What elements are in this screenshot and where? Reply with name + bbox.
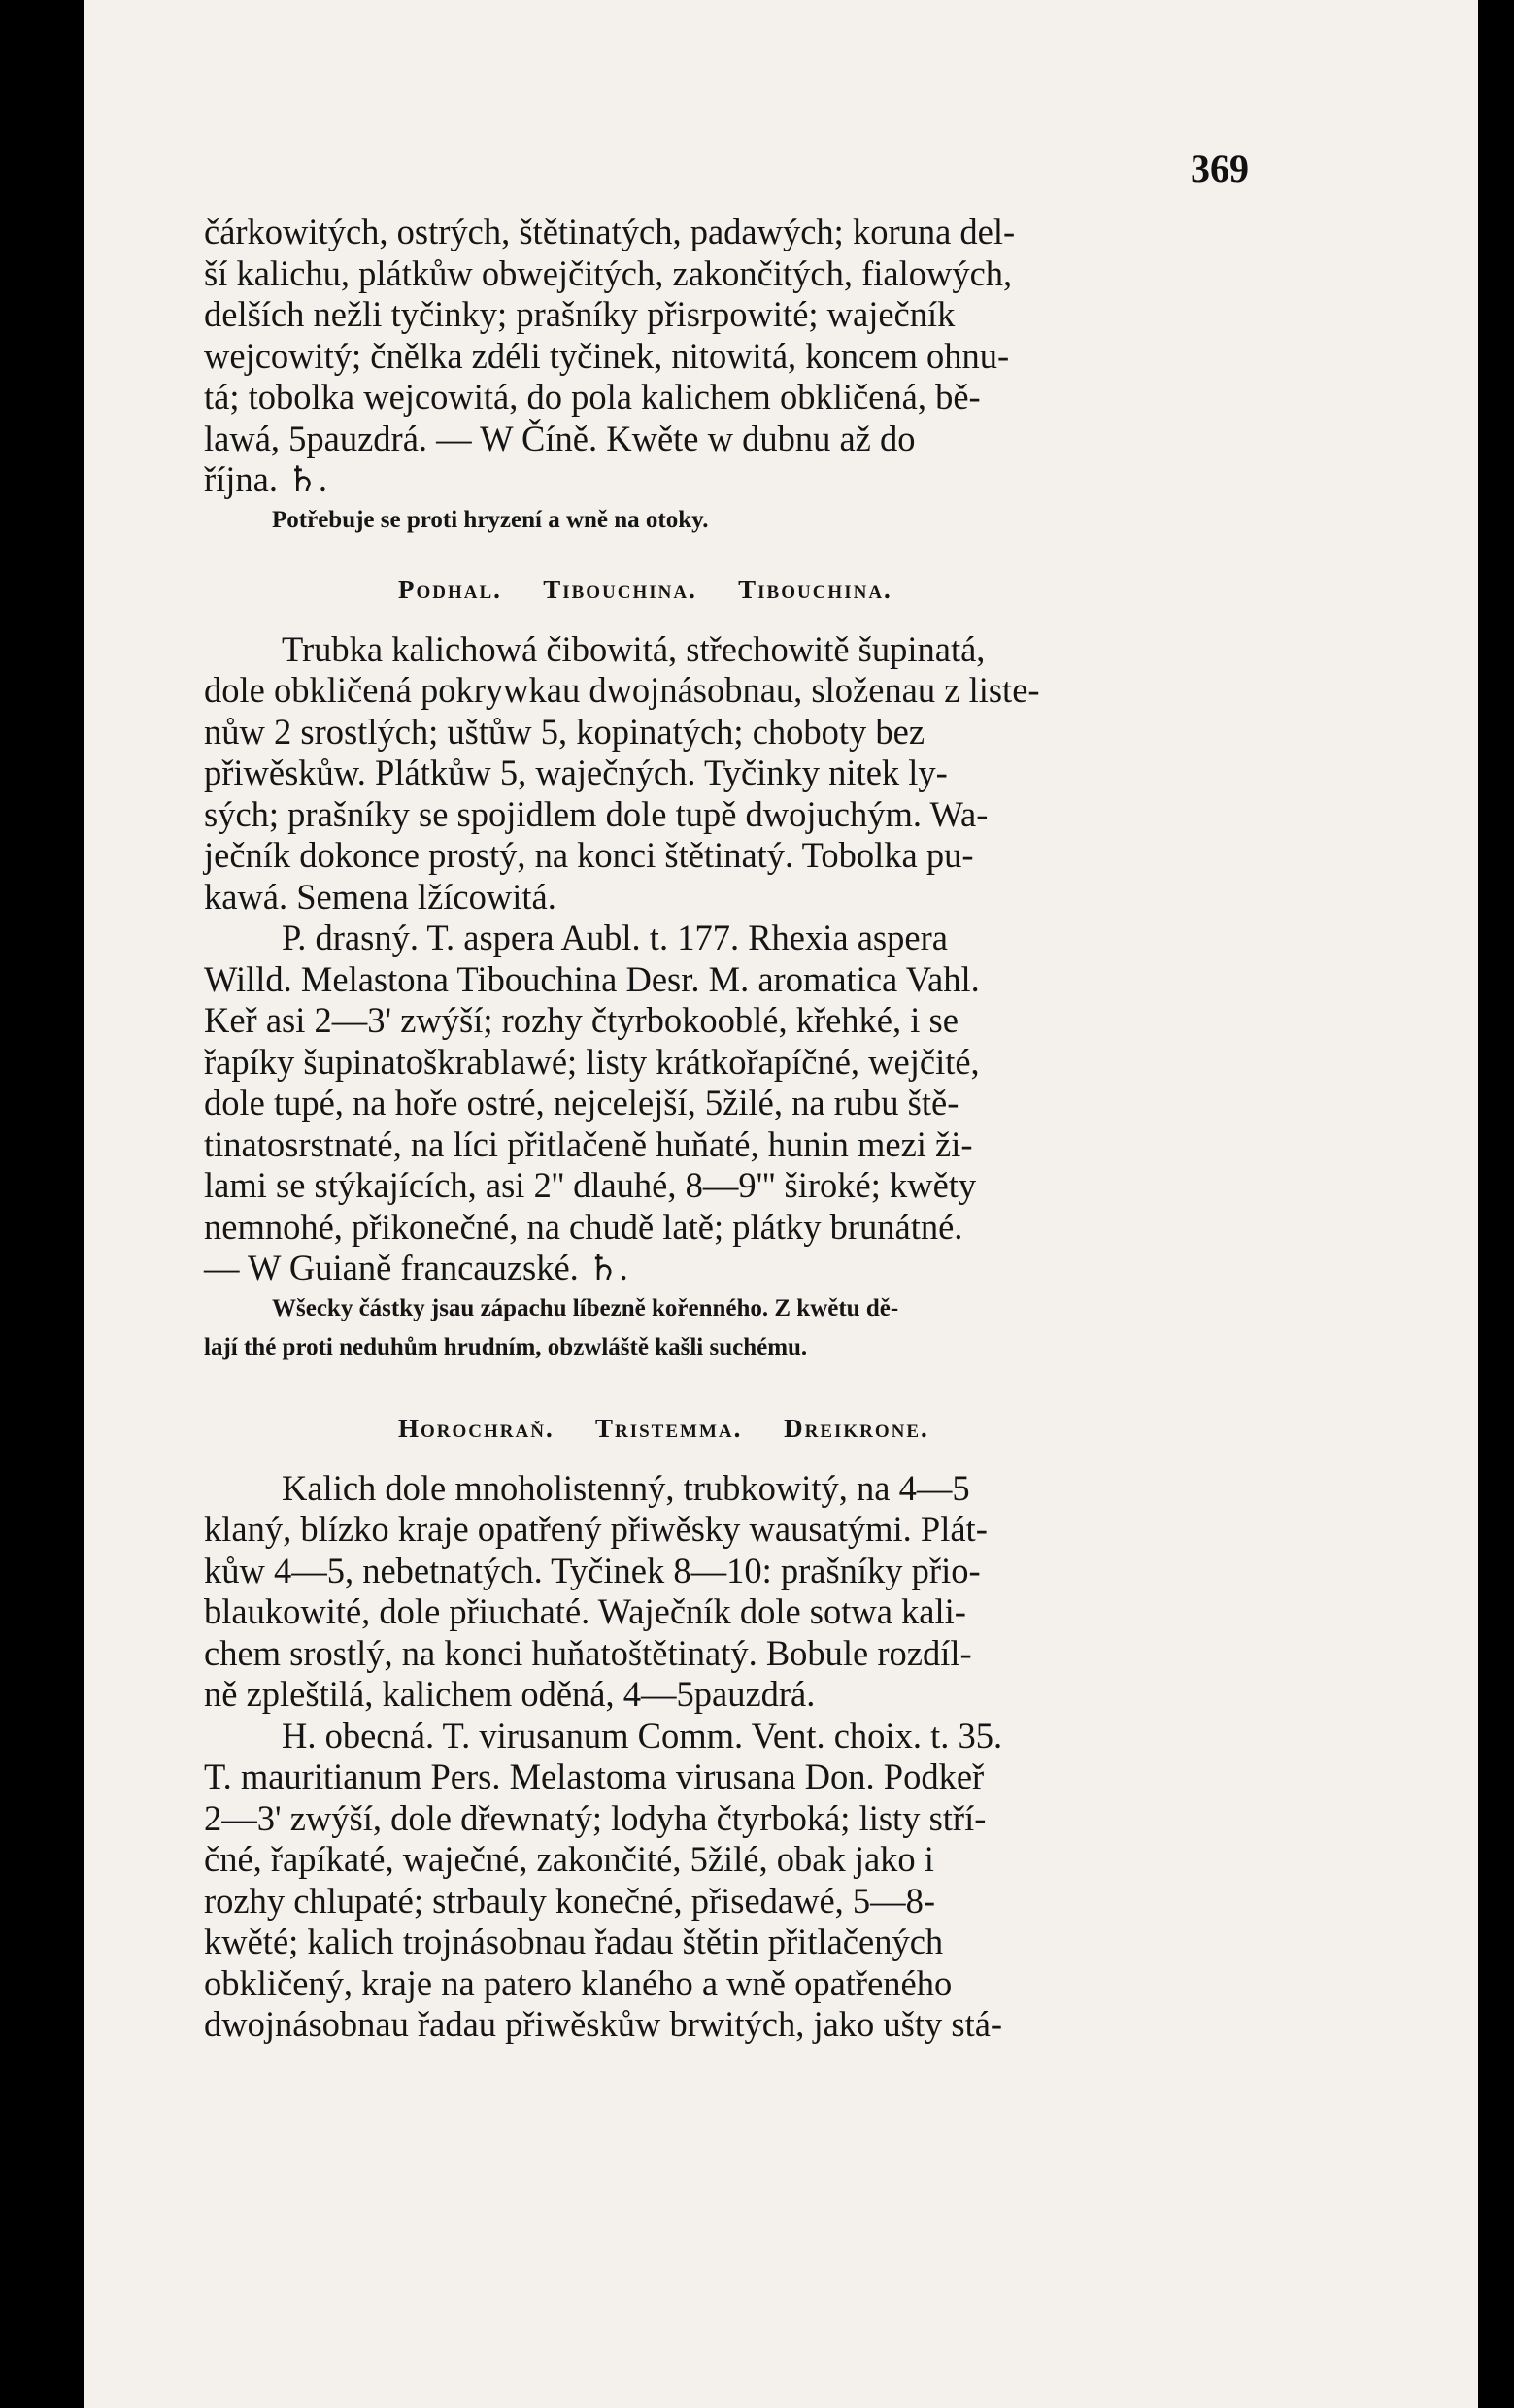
text-line: ně zpleštilá, kalichem oděná, 4—5pauzdrá. [204,1674,816,1714]
species-description [204,918,1262,1289]
text-line: lami se stýkajících, asi 2'' dlauhé, 8—9''' široké; kwěty [204,1165,977,1205]
text-line: kawá. Semena lžícowitá. [204,876,556,917]
text-line: dole tupé, na hoře ostré, nejcelejší, 5žilé, na rubu ště- [204,1083,959,1122]
text-line: dole obkličená pokrywkau dwojnásobnau, složenau z liste- [204,670,1040,710]
text-line: klaný, blízko kraje opatřený přiwěsky wausatými. Plát- [204,1509,988,1549]
page-number: 369 [1191,147,1249,190]
text-line: obkličený, kraje na patero klaného a wně opatřeného [204,1962,953,2003]
text-line: Kalich dole mnoholistenný, trubkowitý, na 4—5 [282,1467,970,1508]
text-line: H. obecná. T. virusanum Comm. Vent. choix. t. 35. [282,1715,1003,1756]
text-line: chem srostlý, na konci huňatoštětinatý. Bobule rozdíl- [204,1632,972,1673]
text-line: Keř asi 2—3' zwýší; rozhy čtyrbokooblé, křehké, i se [204,1000,959,1040]
species-description [204,1716,1262,2046]
genus-heading [204,567,1262,612]
usage-note: Wšecky částky jsau zápachu líbezně kořenného. Z kwětu dě- [272,1294,899,1321]
text-line: — W Guianě francauzské. ♄. [204,1248,628,1288]
text-line: kůw 4—5, nebetnatých. Tyčinek 8—10: prašníky přio- [204,1550,981,1590]
book-page [84,0,1478,2408]
text-line: kwěté; kalich trojnásobnau řadau štětin přitlačených [204,1922,944,1961]
text-line: T. mauritianum Pers. Melastoma virusana Don. Podkeř [204,1756,985,1796]
text-line: delších nežli tyčinky; prašníky přisrpowité; waječník [204,294,956,334]
text-line: přiwěskůw. Plátkůw 5, waječných. Tyčinky nitek ly- [204,752,948,792]
genus-description [204,1468,1262,1716]
page-text [204,212,1262,2046]
genus-description [204,629,1262,919]
text-line: října. ♄. [204,459,327,499]
genus-name-latin: Tibouchina. [543,574,697,604]
text-line: sých; prašníky se spojidlem dole tupě dwojuchým. Wa- [204,793,989,834]
text-line: rozhy chlupaté; strbauly konečné, přisedawé, 5—8- [204,1880,936,1921]
text-line: nemnohé, přikonečné, na chudě latě; plátky brunátné. [204,1206,963,1247]
genus-name-czech: Horochraň. [398,1413,555,1443]
genus-name-czech: Podhal. [398,574,502,604]
text-line: tá; tobolka wejcowitá, do pola kalichem obkličená, bě- [204,377,981,417]
continuation-paragraph [204,212,1262,501]
text-line: Willd. Melastona Tibouchina Desr. M. aromatica Vahl. [204,958,980,999]
text-line: čné, řapíkaté, waječné, zakončité, 5žilé, obak jako i [204,1839,934,1879]
text-line: čárkowitých, ostrých, štětinatých, padawých; koruna del- [204,212,1016,251]
text-line: P. drasný. T. aspera Aubl. t. 177. Rhexia aspera [282,918,948,957]
genus-heading [204,1406,1262,1451]
usage-note: lají thé proti neduhům hrudním, obzwláště kašli suchému. [204,1333,808,1360]
genus-name-german: Dreikrone. [784,1413,929,1443]
text-line: blaukowité, dole přiuchaté. Waječník dole sotwa kali- [204,1591,966,1631]
text-line: nůw 2 srostlých; uštůw 5, kopinatých; choboty bez [204,711,925,752]
genus-name-latin: Tristemma. [594,1413,743,1443]
text-line: ší kalichu, plátkůw obwejčitých, zakončitých, fialowých, [204,252,1013,293]
text-line: dwojnásobnau řadau přiwěskůw brwitých, jako ušty stá- [204,2004,1003,2044]
text-line: ječník dokonce prostý, na konci štětinatý. Tobolka pu- [204,835,974,875]
text-line: wejcowitý; čnělka zdéli tyčinek, nitowitá, koncem ohnu- [204,335,1010,376]
text-line: Trubka kalichowá čibowitá, střechowitě šupinatá, [282,628,986,669]
text-line: řapíky šupinatoškrablawé; listy krátkořapíčné, wejčité, [204,1041,980,1082]
usage-note: Potřebuje se proti hryzení a wně na otoky. [272,506,709,533]
genus-name-german: Tibouchina. [738,574,892,604]
text-line: tinatosrstnaté, na líci přitlačeně huňaté, hunin mezi ži- [204,1123,973,1164]
text-line: lawá, 5pauzdrá. — W Číně. Kwěte w dubnu až do [204,418,916,458]
text-line: 2—3' zwýší, dole dřewnatý; lodyha čtyrboká; listy stří- [204,1797,987,1838]
